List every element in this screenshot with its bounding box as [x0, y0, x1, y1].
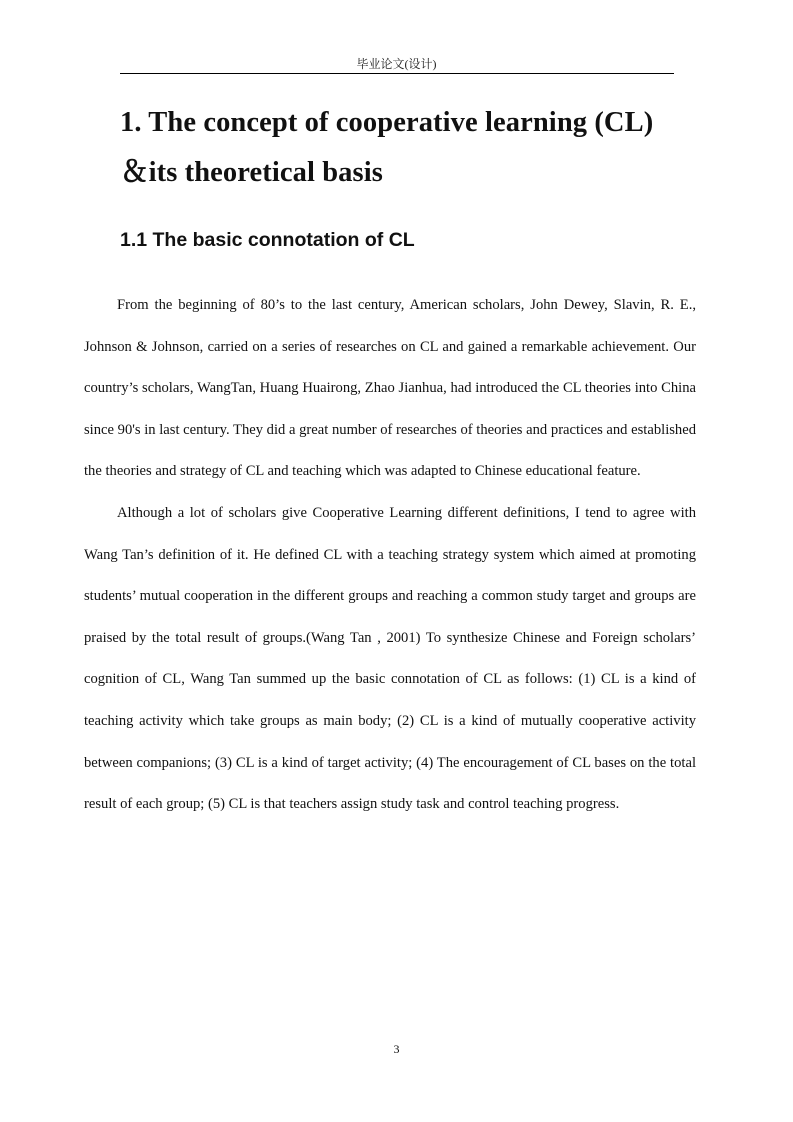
- header-rule: [120, 73, 674, 74]
- chapter-title-line-1: 1. The concept of cooperative learning (CL): [120, 107, 654, 138]
- section-title: 1.1 The basic connotation of CL: [120, 229, 415, 251]
- paragraph: Although a lot of scholars give Cooperative Learning different definitions, I tend to agree with Wang Tan’s definition of it. He defined CL with a teaching strategy system which aimed at promoting students’ mutual cooperation in the different groups and reaching a common study target and groups are praised by the total result of groups.(Wang Tan , 2001) To synthesize Chinese and Foreign scholars’ cognition of CL, Wang Tan summed up the basic connotation of CL as follows: (1) CL is a kind of teaching activity which take groups as main body; (2) CL is a kind of mutually cooperative activity between companions; (3) CL is a kind of target activity; (4) The encouragement of CL bases on the total result of each group; (5) CL is that teachers assign study task and control teaching progress.: [84, 504, 696, 813]
- paragraph: From the beginning of 80’s to the last century, American scholars, John Dewey, Slavin, R. E., Johnson & Johnson, carried on a series of researches on CL and gained a remarkable achievement. Our country’s scholars, WangTan, Huang Huairong, Zhao Jianhua, had introduced the CL theories into China since 90's in last century. They did a great number of researches of theories and practices and established the theories and strategy of CL and teaching which was adapted to Chinese educational feature.: [84, 297, 696, 480]
- chapter-title: [120, 98, 690, 198]
- body-text: [84, 285, 696, 826]
- page-number: 3: [393, 1042, 400, 1056]
- page-header: 毕业论文(设计): [356, 57, 437, 71]
- chapter-title-line-2: ＆its theoretical basis: [120, 157, 383, 188]
